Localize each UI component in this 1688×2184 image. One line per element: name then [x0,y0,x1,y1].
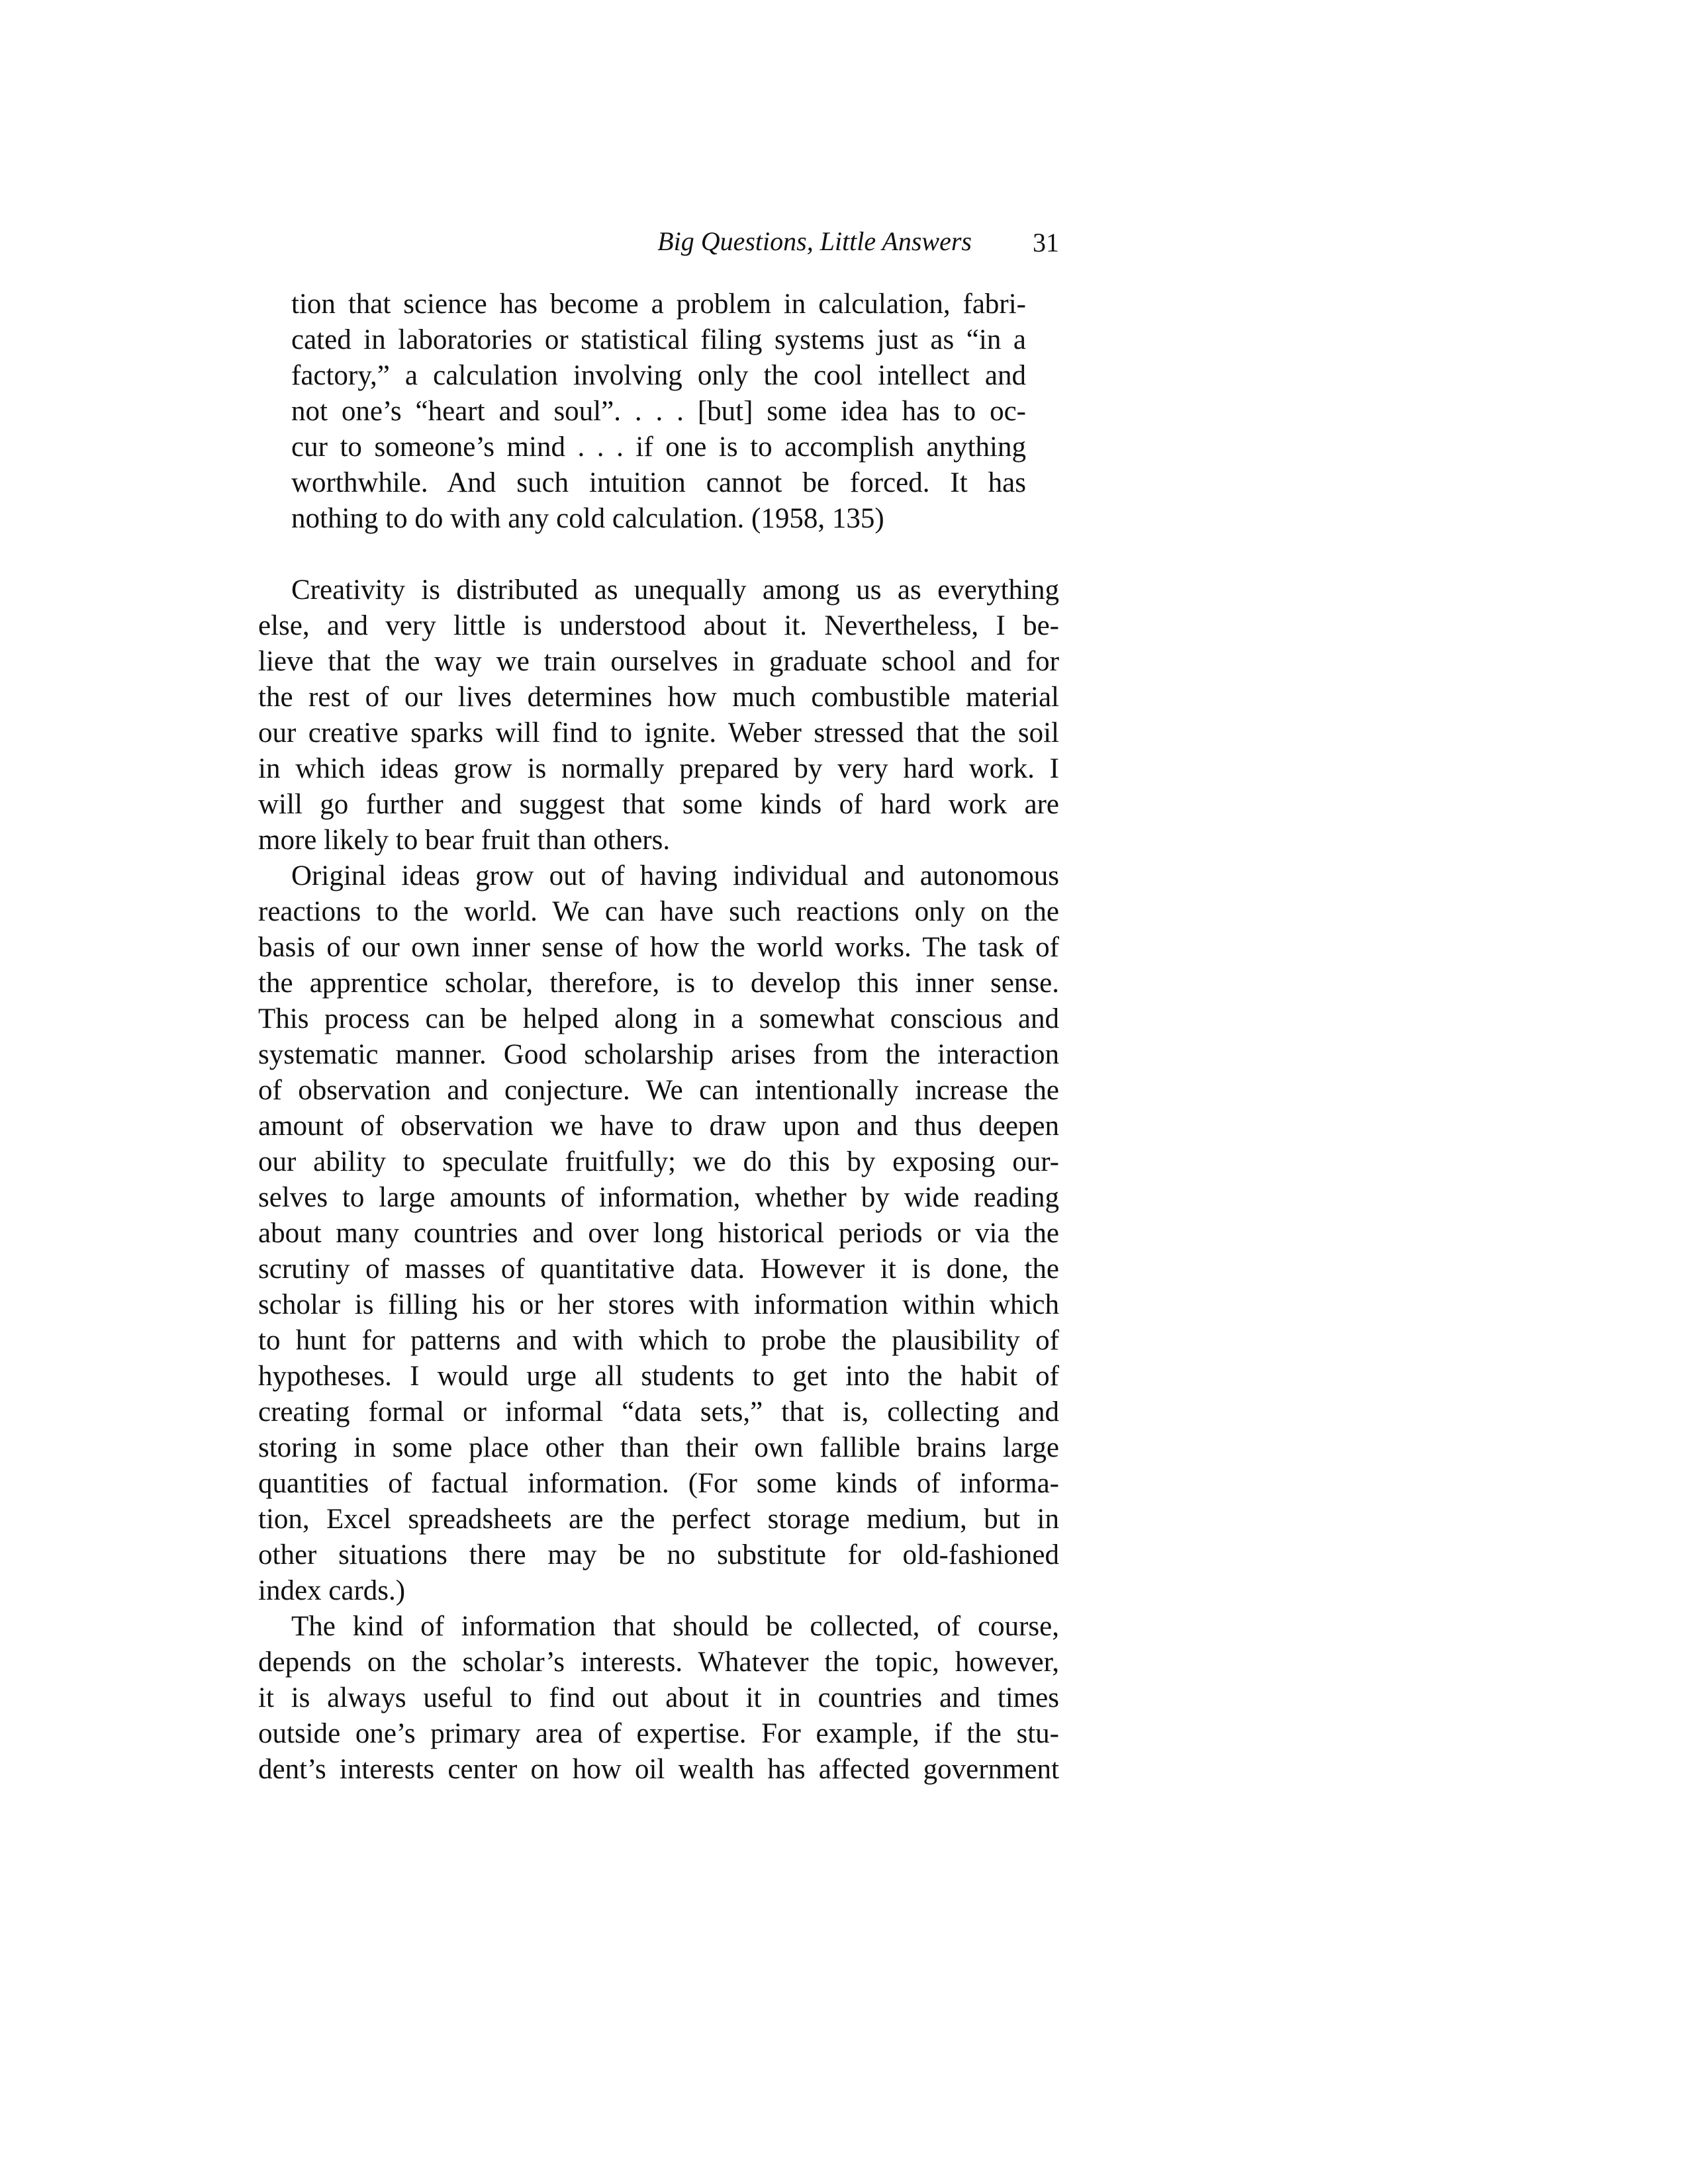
text-line: tion, Excel spreadsheets are the perfect storage medium, but in [258,1504,1059,1535]
text-line: This process can be helped along in a somewhat conscious and [258,1003,1059,1034]
quote-line: cated in laboratories or statistical filing systems just as “in a [291,324,1026,355]
text-line: quantities of factual information. (For some kinds of informa- [258,1468,1059,1499]
text-line: lieve that the way we train ourselves in graduate school and for [258,646,1059,677]
text-line: depends on the scholar’s interests. Whatever the topic, however, [258,1647,1059,1678]
text-line: about many countries and over long historical periods or via the [258,1218,1059,1249]
text-line: in which ideas grow is normally prepared by very hard work. I [258,753,1059,784]
block-quote [258,287,1059,537]
text-line: the apprentice scholar, therefore, is to develop this inner sense. [258,968,1059,999]
paragraph-gap [258,537,1059,572]
text-line: of observation and conjecture. We can intentionally increase the [258,1075,1059,1106]
paragraph-creativity [258,572,1059,858]
page-number: 31 [1033,228,1059,257]
body-text [258,287,1059,1788]
text-line: The kind of information that should be collected, of course, [291,1611,1059,1642]
text-line: creating formal or informal “data sets,” that is, collecting and [258,1396,1059,1428]
text-line: basis of our own inner sense of how the world works. The task of [258,932,1059,963]
text-line: our creative sparks will find to ignite. Weber stressed that the soil [258,717,1059,749]
running-head [258,222,1059,261]
quote-line: not one’s “heart and soul”. . . . [but] some idea has to oc- [291,396,1026,427]
quote-line: cur to someone’s mind . . . if one is to accomplish anything [291,432,1026,463]
text-line: our ability to speculate fruitfully; we do this by exposing our- [258,1146,1059,1177]
text-line: index cards.) [258,1575,406,1606]
quote-line: tion that science has become a problem in calculation, fabri- [291,289,1026,320]
text-line: scholar is filling his or her stores with information within which [258,1289,1059,1320]
text-line: hypotheses. I would urge all students to get into the habit of [258,1361,1059,1392]
paragraph-kind-of-information [258,1609,1059,1788]
text-line: amount of observation we have to draw upon and thus deepen [258,1111,1059,1142]
text-line: outside one’s primary area of expertise. For example, if the stu- [258,1718,1059,1749]
text-line: selves to large amounts of information, whether by wide reading [258,1182,1059,1213]
text-line: to hunt for patterns and with which to probe the plausibility of [258,1325,1059,1356]
text-line: storing in some place other than their own fallible brains large [258,1432,1059,1463]
text-line: Original ideas grow out of having individual and autonomous [291,860,1059,891]
quote-line: nothing to do with any cold calculation. (1958, 135) [291,503,884,534]
quote-line: worthwhile. And such intuition cannot be forced. It has [291,467,1026,498]
text-line: more likely to bear fruit than others. [258,825,671,856]
text-line: systematic manner. Good scholarship arises from the interaction [258,1039,1059,1070]
running-title: Big Questions, Little Answers [657,226,972,256]
text-line: Creativity is distributed as unequally among us as everything [291,574,1059,606]
text-line: other situations there may be no substitute for old-fashioned [258,1539,1059,1570]
text-line: reactions to the world. We can have such reactions only on the [258,896,1059,927]
text-line: dent’s interests center on how oil wealth has affected government [258,1754,1059,1785]
text-line: scrutiny of masses of quantitative data. However it is done, the [258,1253,1059,1285]
text-line: will go further and suggest that some kinds of hard work are [258,789,1059,820]
text-line: else, and very little is understood about it. Nevertheless, I be- [258,610,1059,641]
paragraph-original-ideas [258,858,1059,1609]
text-line: it is always useful to find out about it in countries and times [258,1682,1059,1713]
text-line: the rest of our lives determines how much combustible material [258,682,1059,713]
quote-line: factory,” a calculation involving only the cool intellect and [291,360,1026,391]
